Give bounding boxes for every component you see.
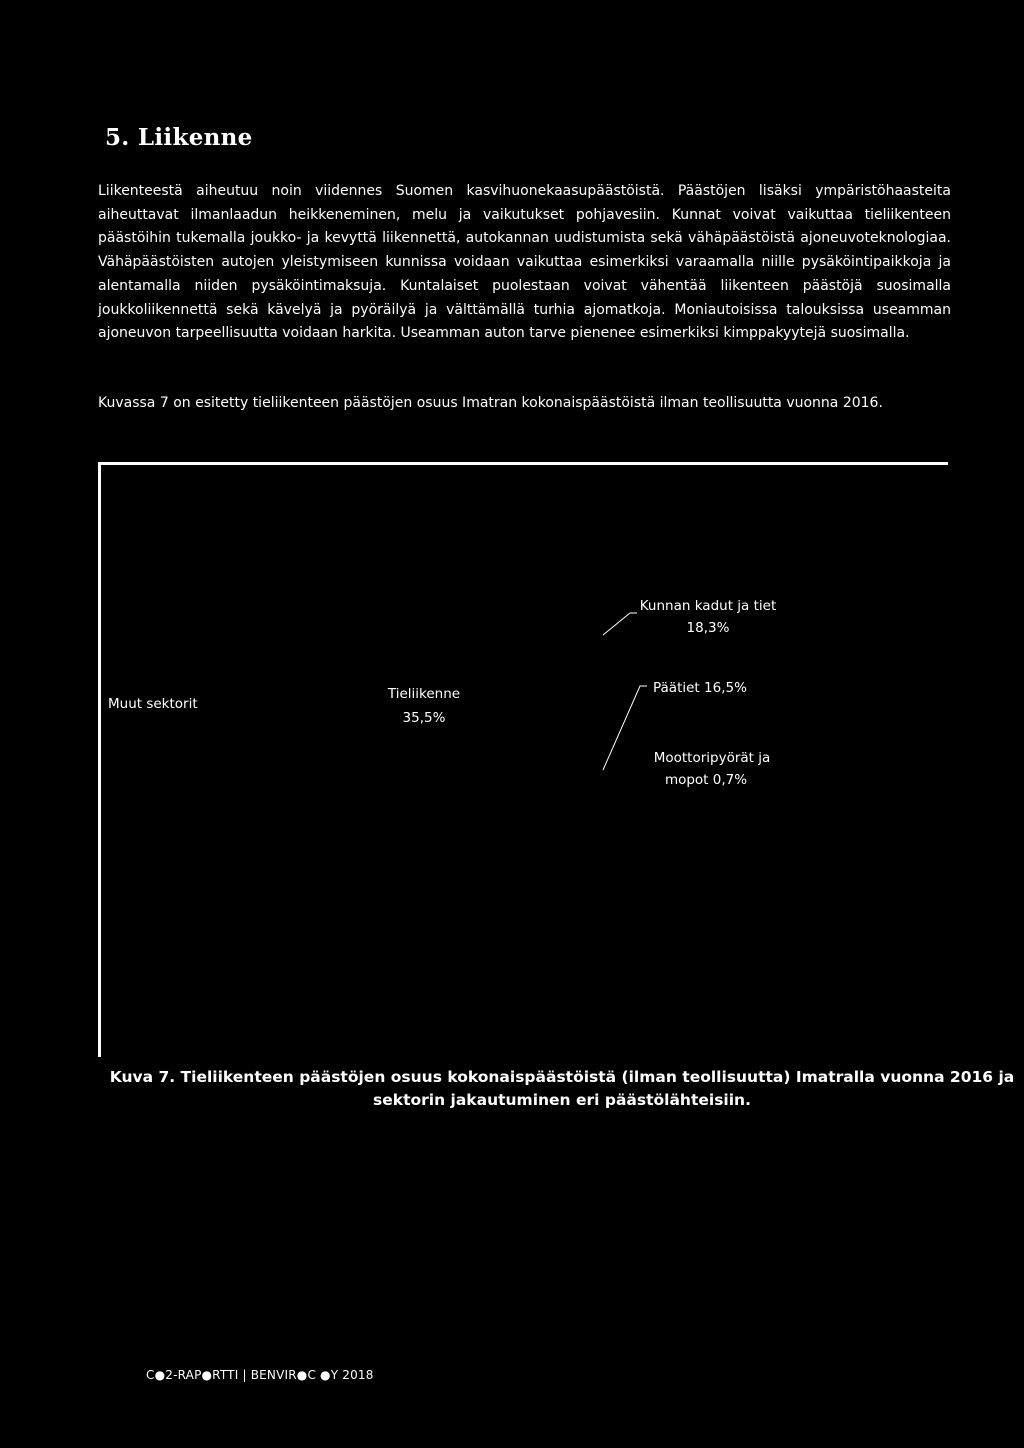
caption-line-2: sektorin jakautuminen eri päästölähteisiin. [373, 1091, 751, 1109]
label-moottoripyorat: Moottoripyörät ja [653, 750, 771, 766]
body-paragraph-2: Kuvassa 7 on esitetty tieliikenteen päästöjen osuus Imatran kokonaispäästöistä ilman teollisuutta vuonna 2016. [98, 395, 883, 411]
figure-frame [98, 462, 948, 1057]
label-kunnan-kadut: Kunnan kadut ja tiet [639, 598, 777, 614]
label-tieliikenne-value: 35,5% [402, 710, 446, 726]
label-paatiet: Päätiet 16,5% [653, 680, 747, 696]
caption-line-1: Kuva 7. Tieliikenteen päästöjen osuus kokonaispäästöistä (ilman teollisuutta) Imatralla vuonna 2016 ja [109, 1068, 1015, 1086]
label-tieliikenne: Tieliikenne [387, 686, 461, 702]
page-footer: C●2-RAP●RTTI | BENVIR●C ●Y 2018 [146, 1368, 374, 1382]
label-moottoripyorat-value: mopot 0,7% [664, 772, 748, 788]
figure-caption [100, 1066, 1024, 1112]
body-paragraph-1: Liikenteestä aiheutuu noin viidennes Suomen kasvihuonekaasupäästöistä. Päästöjen lisäksi ympäristöhaasteita aiheuttavat ilmanlaadun heikkeneminen, melu ja vaikutukset pohjavesiin. Kunnat voivat vaikuttaa tieliikenteen päästöihin tukemalla joukko- ja kevyttä liikennettä, autokannan uudistumista sekä vähäpäästöistä ajoneuvoteknologiaa. Vähäpäästöisten autojen yleistymiseen kunnissa voidaan vaikuttaa esimerkiksi varaamalla niille pysäköintipaikkoja ja alentamalla niiden pysäköintimaksuja. Kuntalaiset puolestaan voivat vähentää liikenteen päästöjä suosimalla joukkoliikennettä sekä kävelyä ja pyöräilyä ja välttämällä turhia ajomatkoja. Moniautoisissa talouksissa useamman ajoneuvon tarpeellisuutta voidaan harkita. Useamman auton tarve pienenee esimerkiksi kimppakyytejä suosimalla. [98, 183, 951, 342]
section-heading: 5. Liikenne [105, 124, 253, 151]
label-kunnan-kadut-value: 18,3% [686, 620, 730, 636]
label-muut-sektorit: Muut sektorit [108, 696, 198, 712]
